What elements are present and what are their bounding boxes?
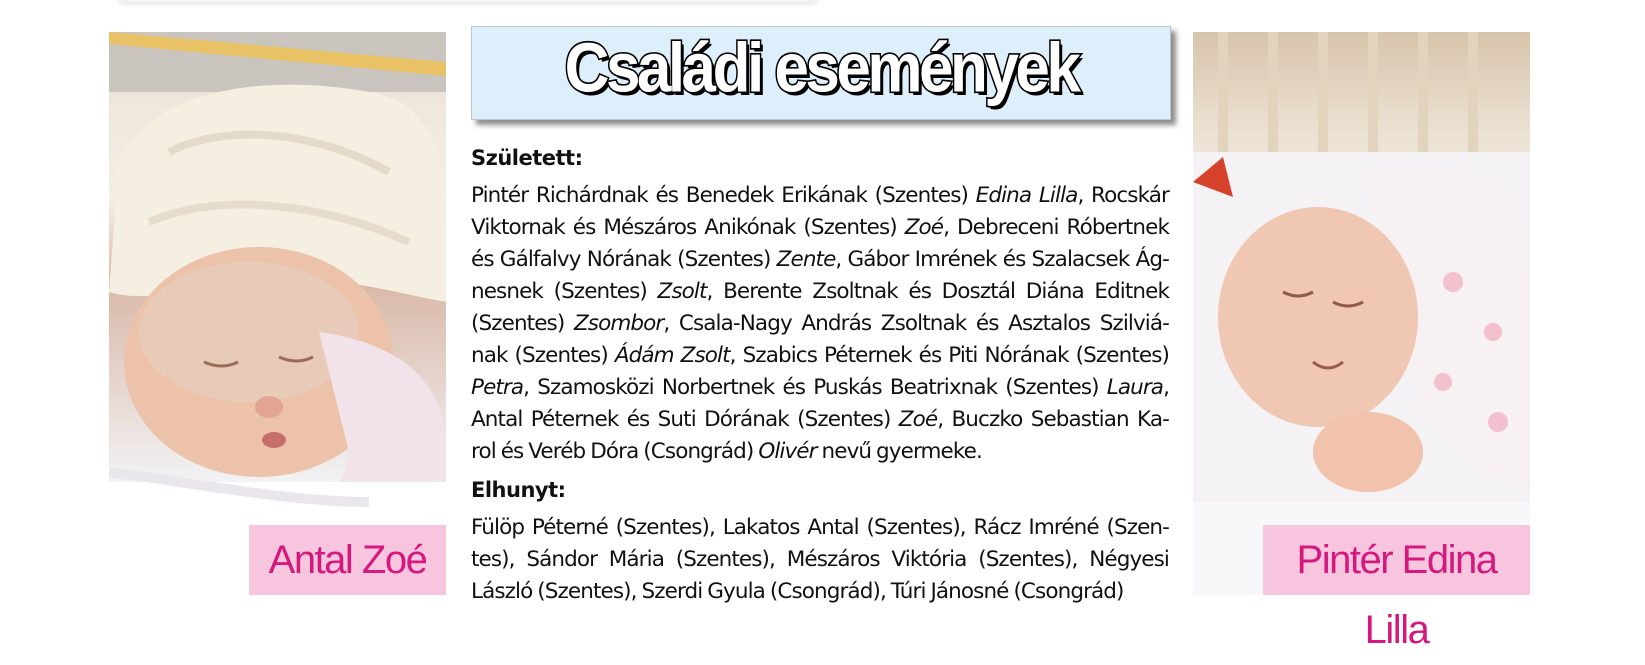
born-paragraph: [471, 180, 1169, 468]
born-line: [471, 372, 1169, 404]
child-name: Petra: [471, 375, 524, 400]
child-name: Zoé: [904, 215, 944, 240]
child-name: Zsolt: [657, 279, 707, 304]
baby-illustration-left: [109, 32, 446, 595]
born-line: [471, 244, 1169, 276]
died-line: [471, 544, 1169, 576]
text-run: Fülöp Péterné (Szentes), Lakatos Antal (Szentes), Rácz Imréné (Szen-: [471, 515, 1169, 540]
caption-left: Antal Zoé: [249, 525, 446, 595]
born-line: [471, 212, 1169, 244]
text-run: tes), Sándor Mária (Szentes), Mészáros Viktória (Szentes), Négyesi: [471, 547, 1169, 572]
child-name: Laura: [1106, 375, 1164, 400]
child-name: Zoé: [898, 407, 938, 432]
child-name: Edina Lilla: [975, 183, 1078, 208]
died-heading: Elhunyt:: [471, 478, 566, 502]
page-title: Családi események: [564, 29, 1078, 108]
text-run: , Buczko Sebastian Ka-: [937, 407, 1169, 432]
title-box: [471, 26, 1171, 120]
text-run: , Szabics Péternek és Piti Nórának (Szentes): [729, 343, 1169, 368]
baby-photo-left: [109, 32, 446, 595]
text-run: Viktornak és Mészáros Anikónak (Szentes): [471, 215, 905, 240]
caption-right: Pintér Edina Lilla: [1263, 525, 1530, 595]
born-line: [471, 404, 1169, 436]
text-run: és Gálfalvy Nórának (Szentes): [471, 247, 777, 272]
text-run: , Rocskár: [1077, 183, 1169, 208]
born-line: [471, 308, 1169, 340]
text-run: László (Szentes), Szerdi Gyula (Csongrád), Túri Jánosné (Csongrád): [471, 579, 1124, 604]
died-paragraph: [471, 512, 1169, 608]
born-line: [471, 180, 1169, 212]
text-run: , Csala-Nagy András Zsoltnak és Asztalos Szilviá-: [663, 311, 1169, 336]
born-line: [471, 276, 1169, 308]
born-line: [471, 340, 1169, 372]
article-body: [471, 140, 1169, 608]
child-name: Olivér: [758, 439, 817, 464]
text-run: nesnek (Szentes): [471, 279, 658, 304]
text-run: Antal Péternek és Suti Dórának (Szentes): [471, 407, 899, 432]
baby-illustration-right: [1193, 32, 1530, 595]
baby-photo-right: [1193, 32, 1530, 652]
text-run: nak (Szentes): [471, 343, 615, 368]
text-run: Pintér Richárdnak és Benedek Erikának (Szentes): [471, 183, 976, 208]
text-run: rol és Veréb Dóra (Csongrád): [471, 439, 759, 464]
text-run: nevű gyermeke.: [816, 439, 982, 464]
died-line: [471, 576, 1169, 608]
text-run: , Gábor Imrének és Szalacsek Ág-: [835, 247, 1169, 272]
previous-article-edge: [118, 0, 818, 2]
born-line: [471, 436, 1169, 468]
text-run: , Berente Zsoltnak és Dosztál Diána Editnek: [706, 279, 1169, 304]
child-name: Zsombor: [573, 311, 664, 336]
text-run: , Szamosközi Norbertnek és Puskás Beatrixnak (Szentes): [523, 375, 1107, 400]
child-name: Zente: [776, 247, 836, 272]
died-line: [471, 512, 1169, 544]
child-name: Ádám Zsolt: [614, 343, 730, 368]
born-heading: Született:: [471, 146, 583, 170]
text-run: (Szentes): [471, 311, 574, 336]
text-run: ,: [1163, 375, 1169, 400]
text-run: , Debreceni Róbertnek: [943, 215, 1169, 240]
